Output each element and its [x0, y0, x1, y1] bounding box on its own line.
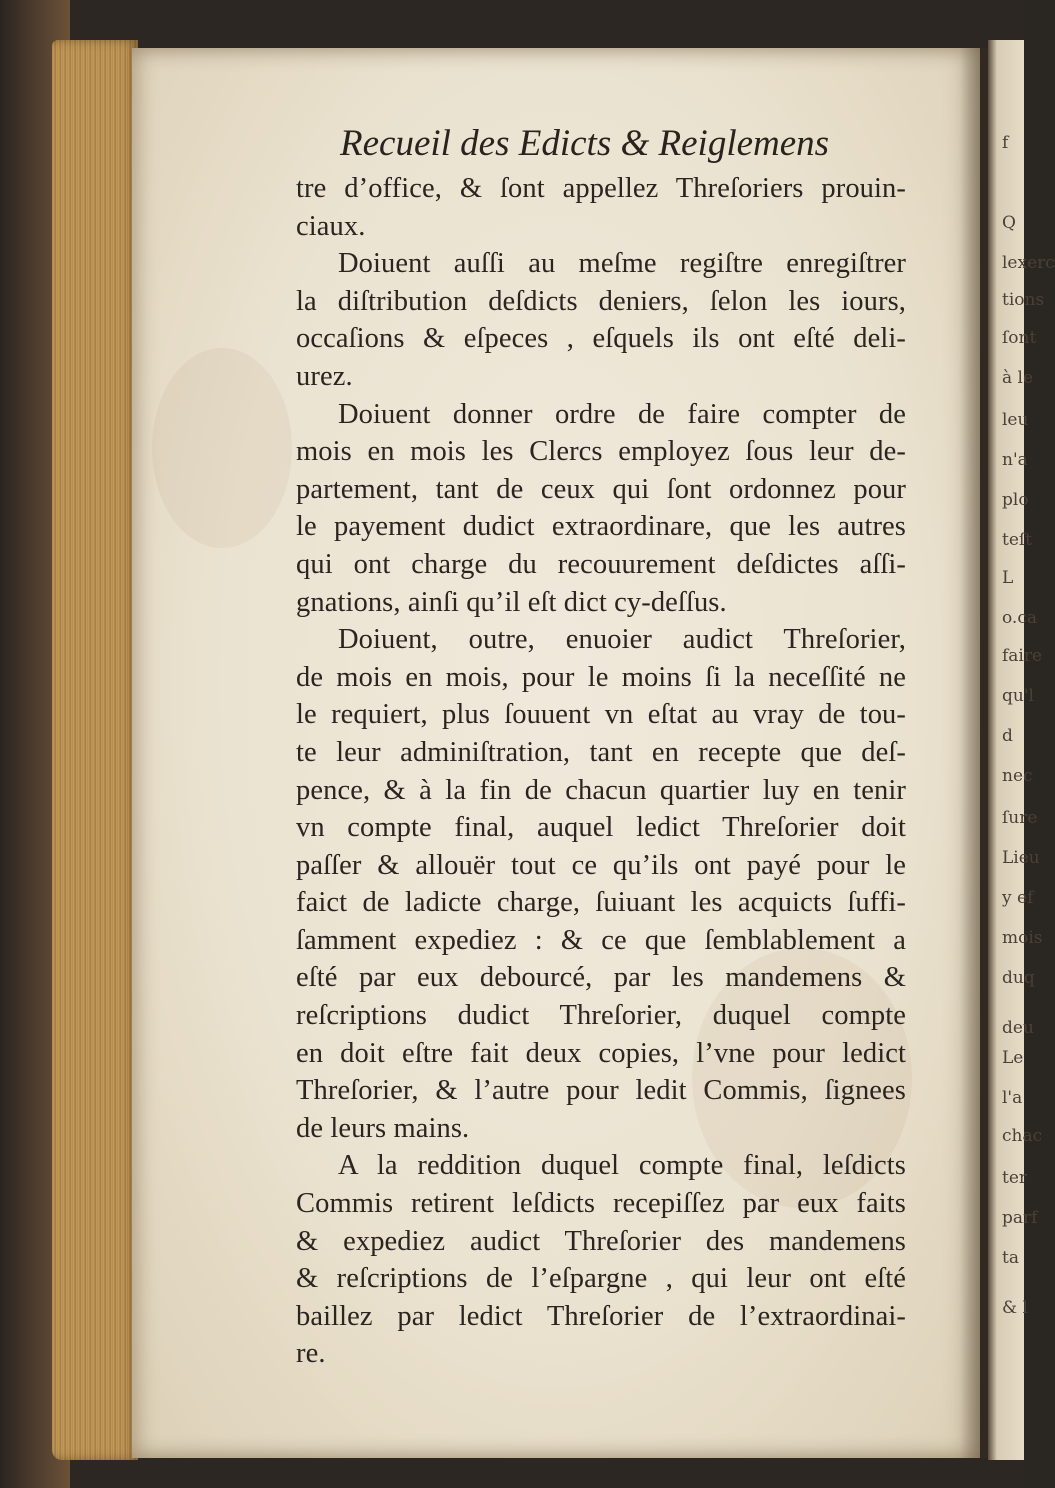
text-line: Doiuent auſſi au meſme regiſtre enregiſtrer: [338, 248, 906, 280]
text-line: de leurs mains.: [296, 1112, 470, 1144]
text-line: te leur adminiſtration, tant en recepte que deſ-: [296, 736, 906, 768]
gutter-shadow: [960, 48, 990, 1458]
facing-page-fragment: d: [1002, 726, 1013, 746]
facing-page-fragment: L: [1002, 568, 1014, 588]
facing-page-fragment: Q: [1002, 213, 1016, 233]
facing-page-fragment: duq: [1002, 968, 1035, 988]
text-line: baillez par ledict Threſorier de l’extraordinai-: [296, 1300, 906, 1332]
facing-page-fragment: l'a: [1002, 1088, 1023, 1108]
facing-page-fragment: plo: [1002, 490, 1029, 510]
facing-page-fragment: y ef: [1002, 888, 1034, 908]
text-line: ſamment expediez : & ce que ſemblablement a: [296, 924, 906, 956]
text-line: en doit eſtre fait deux copies, l’vne pour ledict: [296, 1037, 906, 1069]
facing-page-fragment: qu'l: [1002, 686, 1034, 706]
text-line: urez.: [296, 360, 353, 392]
facing-page-fragment: ſont: [1002, 328, 1037, 348]
facing-page-fragment: parf: [1002, 1208, 1038, 1228]
facing-page-fragment: & l: [1002, 1298, 1028, 1318]
text-line: la diſtribution deſdicts deniers, ſelon les iours,: [296, 285, 906, 317]
text-line: pence, & à la fin de chacun quartier luy en tenir: [296, 774, 906, 806]
text-line: & reſcriptions de l’eſpargne , qui leur ont eſté: [296, 1263, 906, 1295]
paper-stain: [152, 348, 292, 548]
facing-page-fragment: ta: [1002, 1248, 1019, 1268]
facing-page-fragment: teſt: [1002, 530, 1033, 550]
text-line: tre d’office, & ſont appellez Threſoriers prouin-: [296, 173, 906, 204]
running-head: Recueil des Edicts & Reiglemens: [340, 123, 830, 164]
text-line: mois en mois les Clercs employez ſous leur de-: [296, 436, 906, 468]
body-text: [296, 170, 906, 1373]
facing-page-fragment: nec: [1002, 766, 1033, 786]
text-line: partement, tant de ceux qui ſont ordonnez pour: [296, 473, 906, 505]
facing-page-fragment: ſure: [1002, 808, 1038, 828]
facing-page-fragment: mois: [1002, 928, 1043, 948]
text-line: Commis retirent leſdicts recepiſſez par eux faits: [296, 1188, 906, 1220]
text-line: le requiert, plus ſouuent vn eſtat au vray de tou-: [296, 699, 906, 731]
text-line: re.: [296, 1338, 326, 1370]
facing-page-fragment: ter: [1002, 1168, 1028, 1188]
text-line: paſſer & allouër tout ce qu’ils ont payé pour le: [296, 849, 906, 881]
text-line: vn compte final, auquel ledict Threſorier doit: [296, 812, 906, 844]
facing-page-fragment: tions: [1002, 290, 1045, 310]
page-edges: [52, 40, 138, 1460]
facing-page-fragment: chac: [1002, 1126, 1043, 1146]
text-line: eſté par eux debourcé, par les mandemens &: [296, 962, 906, 994]
text-line: & expediez audict Threſorier des mandemens: [296, 1225, 906, 1257]
text-line: faict de ladicte charge, ſuiuant les acquicts ſuffi-: [296, 887, 906, 919]
facing-page-fragment: faire: [1002, 646, 1043, 666]
text-line: de mois en mois, pour le moins ſi la neceſſité ne: [296, 661, 906, 693]
facing-page-sliver: [988, 40, 1055, 1460]
text-line: reſcriptions dudict Threſorier, duquel compte: [296, 1000, 906, 1032]
text-line: A la reddition duquel compte final, leſdicts: [338, 1150, 906, 1182]
facing-page-fragment: o.ca: [1002, 608, 1037, 628]
text-line: le payement dudict extraordinare, que les autres: [296, 511, 906, 543]
facing-page-fragment: Le: [1002, 1048, 1024, 1068]
facing-page-fragment: lexerc: [1002, 253, 1055, 273]
facing-page-fragment: n'a: [1002, 450, 1028, 470]
page-text: [296, 118, 906, 1373]
text-line: qui ont charge du recouurement deſdictes aſſi-: [296, 548, 906, 580]
facing-page-fragment: f: [1002, 133, 1009, 153]
facing-page-fragment: leu: [1002, 410, 1029, 430]
text-line: gnations, ainſi qu’il eſt dict cy-deſſus.: [296, 586, 727, 618]
text-line: Doiuent donner ordre de faire compter de: [338, 398, 906, 430]
text-line: occaſions & eſpeces , eſquels ils ont eſté deli-: [296, 323, 906, 355]
text-line: ciaux.: [296, 210, 366, 242]
facing-page-fragment: deu: [1002, 1018, 1034, 1038]
text-line: Threſorier, & l’autre pour ledit Commis, ſignees: [296, 1075, 906, 1107]
facing-page-fragment: à le: [1002, 368, 1034, 388]
text-line: Doiuent, outre, enuoier audict Threſorier,: [338, 624, 906, 656]
facing-page-fragment: Lieu: [1002, 848, 1040, 868]
